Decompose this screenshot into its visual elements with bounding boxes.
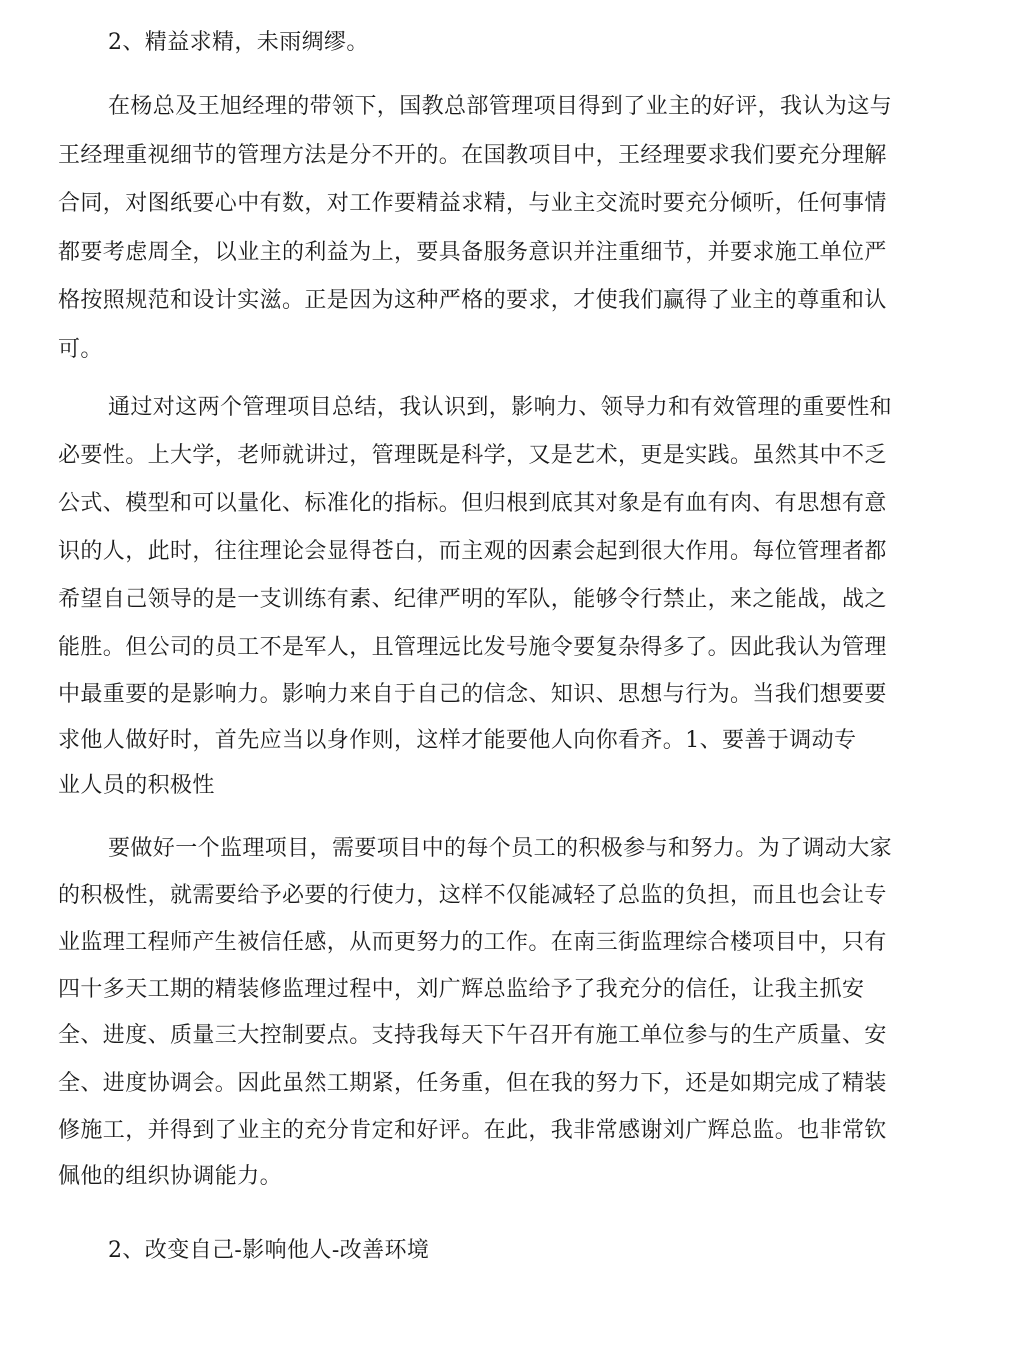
paragraph-line: 求他人做好时，首先应当以身作则，这样才能要他人向你看齐。1、要善于调动专	[58, 728, 857, 753]
paragraph-line: 都要考虑周全，以业主的利益为上，要具备服务意识并注重细节，并要求施工单位严	[58, 240, 887, 265]
paragraph-line: 四十多天工期的精装修监理过程中，刘广辉总监给予了我充分的信任，让我主抓安	[58, 977, 865, 1002]
paragraph-line: 合同，对图纸要心中有数，对工作要精益求精，与业主交流时要充分倾听，任何事情	[58, 191, 887, 216]
paragraph-line: 可。	[58, 337, 103, 362]
paragraph-line: 能胜。但公司的员工不是军人，且管理远比发号施令要复杂得多了。因此我认为管理	[58, 635, 887, 660]
paragraph-line: 中最重要的是影响力。影响力来自于自己的信念、知识、思想与行为。当我们想要要	[58, 682, 887, 707]
paragraph-line: 要做好一个监理项目，需要项目中的每个员工的积极参与和努力。为了调动大家	[108, 836, 893, 861]
paragraph-line: 王经理重视细节的管理方法是分不开的。在国教项目中，王经理要求我们要充分理解	[58, 143, 887, 168]
paragraph-line: 佩他的组织协调能力。	[58, 1164, 283, 1189]
paragraph-line: 的积极性，就需要给予必要的行使力，这样不仅能减轻了总监的负担，而且也会让专	[58, 883, 887, 908]
paragraph-line: 业监理工程师产生被信任感，从而更努力的工作。在南三街监理综合楼项目中，只有	[58, 930, 887, 955]
paragraph-line: 格按照规范和设计实滋。正是因为这种严格的要求，才使我们赢得了业主的尊重和认	[58, 288, 887, 313]
paragraph-line: 全、进度、质量三大控制要点。支持我每天下午召开有施工单位参与的生产质量、安	[58, 1023, 887, 1048]
paragraph-line: 在杨总及王旭经理的带领下，国教总部管理项目得到了业主的好评，我认为这与	[108, 94, 893, 119]
paragraph-line: 修施工，并得到了业主的充分肯定和好评。在此，我非常感谢刘广辉总监。也非常钦	[58, 1118, 887, 1143]
section-heading: 2、精益求精，未雨绸缪。	[108, 30, 369, 55]
paragraph-line: 识的人，此时，往往理论会显得苍白，而主观的因素会起到很大作用。每位管理者都	[58, 539, 887, 564]
paragraph-line: 希望自己领导的是一支训练有素、纪律严明的军队，能够令行禁止，来之能战，战之	[58, 587, 887, 612]
paragraph-line: 全、进度协调会。因此虽然工期紧，任务重，但在我的努力下，还是如期完成了精装	[58, 1071, 887, 1096]
paragraph-line: 通过对这两个管理项目总结，我认识到，影响力、领导力和有效管理的重要性和	[108, 395, 893, 420]
paragraph-line: 必要性。上大学，老师就讲过，管理既是科学，又是艺术，更是实践。虽然其中不乏	[58, 443, 887, 468]
paragraph-line: 公式、模型和可以量化、标准化的指标。但归根到底其对象是有血有肉、有思想有意	[58, 491, 887, 516]
paragraph-line: 业人员的积极性	[58, 773, 215, 798]
section-heading: 2、改变自己-影响他人-改善环境	[108, 1238, 430, 1263]
